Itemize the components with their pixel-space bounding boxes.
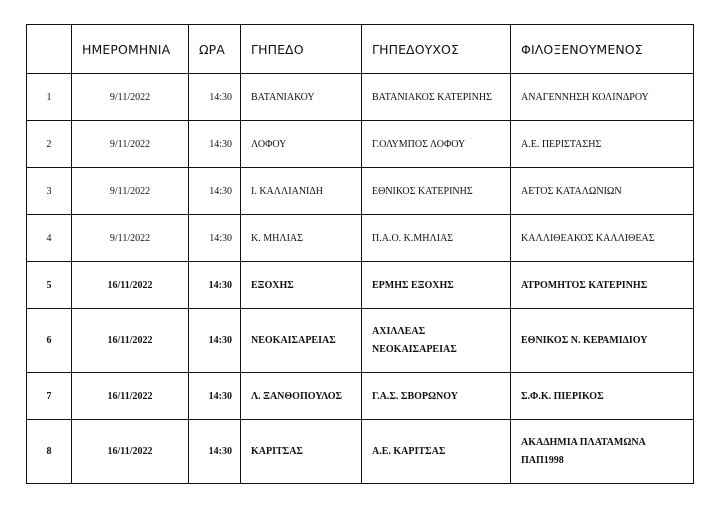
- row-time: 14:30: [189, 420, 241, 484]
- header-home: ΓΗΠΕΔΟΥΧΟΣ: [362, 25, 511, 74]
- row-home: Α.Ε. ΚΑΡΙΤΣΑΣ: [362, 420, 511, 484]
- row-time: 14:30: [189, 121, 241, 168]
- row-time: 14:30: [189, 168, 241, 215]
- row-time: 14:30: [189, 262, 241, 309]
- row-date: 16/11/2022: [72, 309, 189, 373]
- row-index: 4: [27, 215, 72, 262]
- header-time: ΩΡΑ: [189, 25, 241, 74]
- row-index: 1: [27, 74, 72, 121]
- row-away: ΚΑΛΛΙΘΕΑΚΟΣ ΚΑΛΛΙΘΕΑΣ: [511, 215, 694, 262]
- row-away: [511, 420, 694, 484]
- row-home: ΕΡΜΗΣ ΕΞΟΧΗΣ: [362, 262, 511, 309]
- table-row: [27, 121, 694, 168]
- table-row: [27, 215, 694, 262]
- row-home: ΕΘΝΙΚΟΣ ΚΑΤΕΡΙΝΗΣ: [362, 168, 511, 215]
- row-away: Σ.Φ.Κ. ΠΙΕΡΙΚΟΣ: [511, 373, 694, 420]
- row-away: ΕΘΝΙΚΟΣ Ν. ΚΕΡΑΜΙΔΙΟΥ: [511, 309, 694, 373]
- row-home: Π.Α.Ο. Κ.ΜΗΛΙΑΣ: [362, 215, 511, 262]
- row-venue: Λ. ΞΑΝΘΟΠΟΥΛΟΣ: [241, 373, 362, 420]
- row-index: 6: [27, 309, 72, 373]
- table-row: [27, 373, 694, 420]
- row-away: ΑΕΤΟΣ ΚΑΤΑΛΩΝΙΩΝ: [511, 168, 694, 215]
- row-index: 8: [27, 420, 72, 484]
- row-venue: ΒΑΤΑΝΙΑΚΟΥ: [241, 74, 362, 121]
- table-row: [27, 309, 694, 373]
- row-away: ΑΤΡΟΜΗΤΟΣ ΚΑΤΕΡΙΝΗΣ: [511, 262, 694, 309]
- header-away: ΦΙΛΟΞΕΝΟΥΜΕΝΟΣ: [511, 25, 694, 74]
- row-home-text: ΑΧΙΛΛΕΑΣ ΝΕΟΚΑΙΣΑΡΕΙΑΣ: [372, 325, 457, 355]
- header-date: ΗΜΕΡΟΜΗΝΙΑ: [72, 25, 189, 74]
- row-date: 16/11/2022: [72, 262, 189, 309]
- row-home: ΒΑΤΑΝΙΑΚΟΣ ΚΑΤΕΡΙΝΗΣ: [362, 74, 511, 121]
- row-time: 14:30: [189, 373, 241, 420]
- row-index: 3: [27, 168, 72, 215]
- row-index: 7: [27, 373, 72, 420]
- row-time: 14:30: [189, 215, 241, 262]
- table-row: [27, 74, 694, 121]
- row-venue: ΝΕΟΚΑΙΣΑΡΕΙΑΣ: [241, 309, 362, 373]
- row-venue: ΚΑΡΙΤΣΑΣ: [241, 420, 362, 484]
- row-away: ΑΝΑΓΕΝΝΗΣΗ ΚΟΛΙΝΔΡΟΥ: [511, 74, 694, 121]
- row-date: 9/11/2022: [72, 168, 189, 215]
- table-row: [27, 262, 694, 309]
- row-time: 14:30: [189, 309, 241, 373]
- row-date: 16/11/2022: [72, 420, 189, 484]
- row-venue: ΛΟΦΟΥ: [241, 121, 362, 168]
- row-date: 9/11/2022: [72, 74, 189, 121]
- row-venue: Κ. ΜΗΛΙΑΣ: [241, 215, 362, 262]
- row-away: Α.Ε. ΠΕΡΙΣΤΑΣΗΣ: [511, 121, 694, 168]
- row-away-text: ΑΚΑΔΗΜΙΑ ΠΛΑΤΑΜΩΝΑ ΠΑΠ1998: [521, 436, 646, 466]
- row-time: 14:30: [189, 74, 241, 121]
- row-home: Γ.Α.Σ. ΣΒΟΡΩΝΟΥ: [362, 373, 511, 420]
- table-row: [27, 420, 694, 484]
- header-venue: ΓΗΠΕΔΟ: [241, 25, 362, 74]
- row-index: 2: [27, 121, 72, 168]
- row-venue: Ι. ΚΑΛΛΙΑΝΙΔΗ: [241, 168, 362, 215]
- row-date: 16/11/2022: [72, 373, 189, 420]
- row-date: 9/11/2022: [72, 121, 189, 168]
- row-index: 5: [27, 262, 72, 309]
- row-date: 9/11/2022: [72, 215, 189, 262]
- header-index: [27, 25, 72, 74]
- row-venue: ΕΞΟΧΗΣ: [241, 262, 362, 309]
- row-home: Γ.ΟΛΥΜΠΟΣ ΛΟΦΟΥ: [362, 121, 511, 168]
- table-row: [27, 168, 694, 215]
- header-row: [27, 25, 694, 74]
- match-schedule-table: [26, 24, 694, 484]
- row-home: [362, 309, 511, 373]
